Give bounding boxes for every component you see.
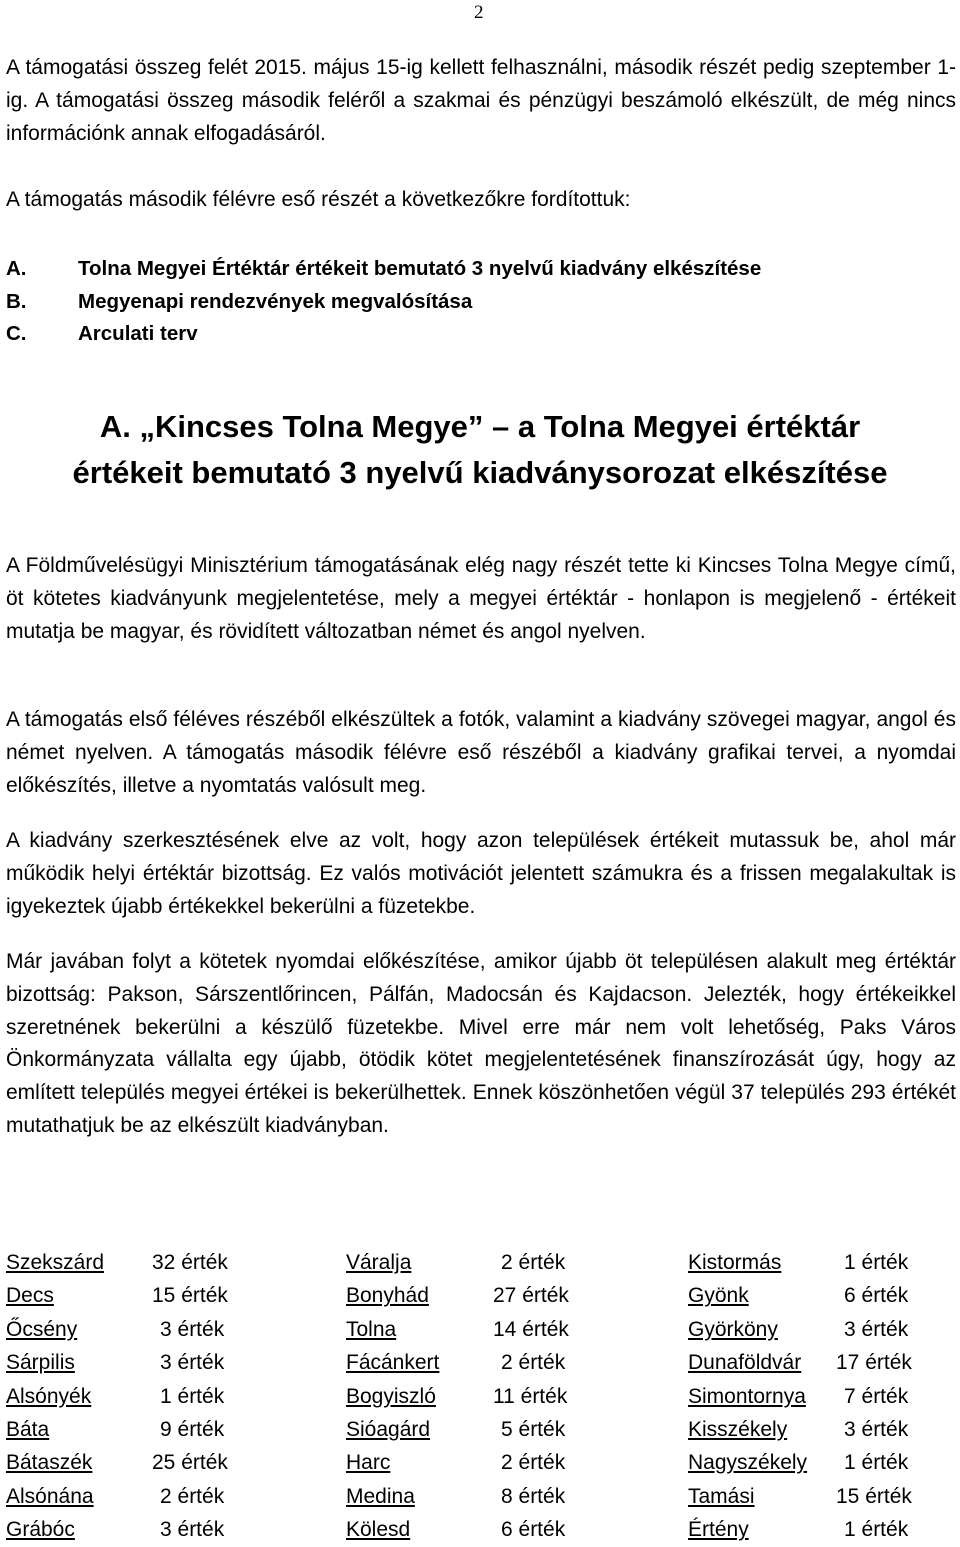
settlement-name: Bátaszék — [6, 1451, 93, 1475]
settlement-count: 14 érték — [493, 1317, 569, 1341]
settlement-name: Kölesd — [346, 1518, 411, 1542]
settlement-count: 27 érték — [493, 1284, 569, 1308]
list-item-b — [6, 286, 472, 319]
settlement-count: 32 érték — [152, 1251, 228, 1274]
settlement-name: Tamási — [688, 1484, 755, 1508]
settlement-count: 1 érték — [160, 1384, 225, 1408]
settlement-count: 2 érték — [160, 1484, 225, 1508]
settlement-count: 9 érték — [160, 1417, 225, 1441]
settlement-count: 6 érték — [844, 1284, 909, 1308]
page-number: 2 — [474, 2, 484, 23]
settlement-count: 7 érték — [844, 1384, 909, 1408]
settlement-name: Gyönk — [688, 1284, 749, 1308]
settlement-name: Györköny — [688, 1317, 778, 1341]
body-paragraph-4: Már javában folyt a kötetek nyomdai előkészítése, amikor újabb öt településen alakult meg értéktár bizottság: Pakson, Sárszentlőrincen, Pálfán, Madocsán és Kajdacson. Jelezték, hogy értékeikkel szeretnének bekerülni a készülő füzetekbe. Mivel erre már nem volt lehetőség, Paks Város Önkormányzata vállalta egy újabb, ötödik kötet megjelentetésének finanszírozását úgy, hogy az említett település megyei értékei is bekerülhettek. Ennek köszönhetően végül 37 település 293 értékét mutathatjuk be az elkészült kiadványban. — [6, 950, 956, 1137]
settlement-count: 25 érték — [152, 1451, 228, 1475]
settlement-name: Simontornya — [688, 1384, 806, 1408]
settlement-count: 1 érték — [844, 1251, 909, 1274]
body-paragraph-3: A kiadvány szerkesztésének elve az volt, hogy azon települések értékeit mutassuk be, ahol már működik helyi értéktár bizottság. Ez valós motivációt jelentett számukra és a frissen megalakultak is igyekeztek újabb értékekkel bekerülni a füzetekbe. — [6, 829, 956, 918]
intro-lead: A támogatás második félévre eső részét a következőkre fordítottuk: — [6, 188, 631, 211]
settlement-name: Tolna — [346, 1317, 397, 1341]
settlement-count: 1 érték — [844, 1518, 909, 1542]
settlement-name: Bonyhád — [346, 1284, 429, 1308]
settlement-count: 3 érték — [844, 1417, 909, 1441]
list-item-c — [6, 318, 198, 351]
intro-paragraph: A támogatási összeg felét 2015. május 15-ig kellett felhasználni, második részét pedig szeptember 1-ig. A támogatási összeg második feléről a szakmai és pénzügyi beszámoló elkészült, de még nincs információnk annak elfogadásáról. — [6, 56, 956, 145]
settlement-count: 15 érték — [152, 1284, 228, 1308]
list-letter: B. — [6, 290, 27, 313]
list-text: Arculati terv — [78, 322, 198, 345]
settlement-name: Sióagárd — [346, 1417, 431, 1441]
list-letter: A. — [6, 257, 27, 280]
settlement-count: 6 érték — [501, 1518, 566, 1542]
settlement-name: Kisszékely — [688, 1417, 788, 1441]
settlement-name: Alsónyék — [6, 1384, 92, 1408]
settlement-count: 17 érték — [836, 1351, 912, 1375]
settlement-name: Őcsény — [6, 1317, 78, 1341]
settlement-count: 5 érték — [501, 1417, 566, 1441]
settlement-name: Decs — [6, 1284, 54, 1308]
list-text: Tolna Megyei Értéktár értékeit bemutató 3 nyelvű kiadvány elkészítése — [78, 257, 762, 280]
settlement-name: Grábóc — [6, 1518, 75, 1542]
list-text: Megyenapi rendezvények megvalósítása — [78, 290, 473, 313]
settlement-name: Váralja — [346, 1251, 412, 1274]
settlement-name: Értény — [688, 1518, 749, 1542]
settlement-name: Fácánkert — [346, 1351, 440, 1375]
list-letter: C. — [6, 322, 27, 345]
body-paragraph-1: A Földművelésügyi Minisztérium támogatásának elég nagy részét tette ki Kincses Tolna Megye című, öt kötetes kiadványunk megjelentetése, mely a megyei értéktár - honlapon is megjelenő - értékeit mutatja be magyar, és rövidített változatban német és angol nyelven. — [6, 554, 956, 643]
settlement-name: Báta — [6, 1417, 50, 1441]
body-paragraph-2: A támogatás első féléves részéből elkészültek a fotók, valamint a kiadvány szövegei magyar, angol és német nyelven. A támogatás második félévre eső részéből a kiadvány grafikai tervei, a nyomdai előkészítés, illetve a nyomtatás valósult meg. — [6, 708, 956, 797]
settlement-count: 11 érték — [493, 1384, 568, 1408]
settlement-count: 2 érték — [501, 1251, 566, 1274]
settlement-name: Nagyszékely — [688, 1451, 808, 1475]
settlement-name: Dunaföldvár — [688, 1351, 802, 1375]
settlement-count: 15 érték — [836, 1484, 912, 1508]
settlement-name: Medina — [346, 1484, 415, 1508]
settlement-name: Bogyiszló — [346, 1384, 436, 1408]
settlement-name: Sárpilis — [6, 1351, 75, 1375]
settlement-count: 2 érték — [501, 1351, 566, 1375]
list-item-a — [6, 253, 761, 286]
settlement-count: 3 érték — [160, 1351, 225, 1375]
settlement-name: Kistormás — [688, 1251, 782, 1274]
settlement-count: 1 érték — [844, 1451, 909, 1475]
section-title-line1: A. „Kincses Tolna Megye” – a Tolna Megyei értéktár — [99, 409, 861, 444]
settlement-count: 3 érték — [160, 1518, 225, 1542]
settlement-count: 3 érték — [844, 1317, 909, 1341]
settlement-count: 3 érték — [160, 1317, 225, 1341]
section-title-line2: értékeit bemutató 3 nyelvű kiadványsorozat elkészítése — [72, 455, 888, 490]
settlement-name: Alsónána — [6, 1484, 94, 1508]
settlement-count: 2 érték — [501, 1451, 566, 1475]
settlement-name: Szekszárd — [6, 1251, 105, 1274]
settlement-count: 8 érték — [501, 1484, 566, 1508]
settlement-name: Harc — [346, 1451, 391, 1475]
